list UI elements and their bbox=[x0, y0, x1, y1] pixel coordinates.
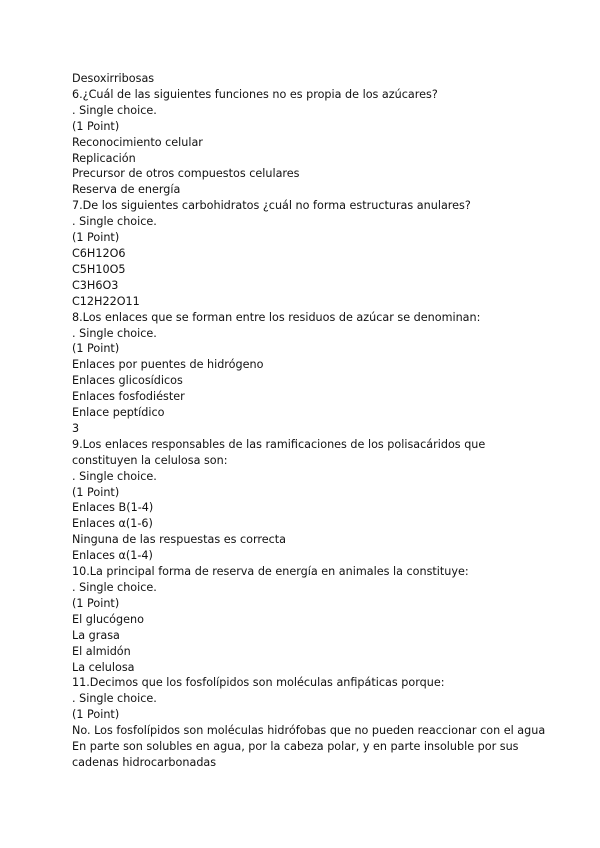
answer-option: Reserva de energía bbox=[72, 183, 181, 197]
question-points: (1 Point) bbox=[72, 485, 120, 499]
answer-option: Enlaces α(1-6) bbox=[72, 517, 153, 531]
answer-option: C5H10O5 bbox=[72, 262, 126, 276]
answer-option: Enlaces fosfodiéster bbox=[72, 390, 185, 404]
answer-option: Precursor de otros compuestos celulares bbox=[72, 167, 300, 181]
answer-option: C6H12O6 bbox=[72, 246, 126, 260]
text-line: 3 bbox=[72, 421, 80, 435]
text-line: Desoxirribosas bbox=[72, 72, 155, 85]
document-page bbox=[72, 71, 546, 771]
question-type: . Single choice. bbox=[72, 103, 157, 117]
question-points: (1 Point) bbox=[72, 342, 120, 356]
answer-option: El glucógeno bbox=[72, 612, 144, 626]
question-points: (1 Point) bbox=[72, 231, 120, 245]
answer-option: No. Los fosfolípidos son moléculas hidrófobas que no pueden reaccionar con el agua bbox=[72, 724, 546, 738]
question-6: 6.¿Cuál de las siguientes funciones no es propia de los azúcares? bbox=[72, 87, 438, 101]
answer-option: Enlaces B(1-4) bbox=[72, 501, 154, 515]
answer-option-continued: cadenas hidrocarbonadas bbox=[72, 755, 217, 769]
question-points: (1 Point) bbox=[72, 119, 120, 133]
question-8: 8.Los enlaces que se forman entre los residuos de azúcar se denominan: bbox=[72, 310, 481, 324]
question-type: . Single choice. bbox=[72, 215, 157, 229]
question-9-continued: constituyen la celulosa son: bbox=[72, 453, 228, 467]
answer-option: El almidón bbox=[72, 644, 131, 658]
answer-option: Reconocimiento celular bbox=[72, 135, 203, 149]
answer-option: Enlaces glicosídicos bbox=[72, 374, 183, 388]
question-points: (1 Point) bbox=[72, 596, 120, 610]
answer-option: C3H6O3 bbox=[72, 278, 119, 292]
answer-option: La grasa bbox=[72, 628, 120, 642]
answer-option: Enlaces α(1-4) bbox=[72, 549, 153, 563]
question-11: 11.Decimos que los fosfolípidos son moléculas anfipáticas porque: bbox=[72, 676, 445, 690]
answer-option: Ninguna de las respuestas es correcta bbox=[72, 533, 287, 547]
answer-option: La celulosa bbox=[72, 660, 135, 674]
question-type: . Single choice. bbox=[72, 469, 157, 483]
question-type: . Single choice. bbox=[72, 581, 157, 594]
question-points: (1 Point) bbox=[72, 708, 120, 722]
question-9: 9.Los enlaces responsables de las ramificaciones de los polisacáridos que bbox=[72, 437, 486, 451]
question-7: 7.De los siguientes carbohidratos ¿cuál no forma estructuras anulares? bbox=[72, 199, 471, 213]
answer-option: C12H22O11 bbox=[72, 294, 140, 308]
question-type: . Single choice. bbox=[72, 692, 157, 706]
question-10: 10.La principal forma de reserva de energía en animales la constituye: bbox=[72, 565, 469, 579]
question-type: . Single choice. bbox=[72, 326, 157, 340]
answer-option: Enlace peptídico bbox=[72, 406, 165, 420]
answer-option: En parte son solubles en agua, por la cabeza polar, y en parte insoluble por sus bbox=[72, 740, 519, 754]
answer-option: Replicación bbox=[72, 151, 136, 165]
answer-option: Enlaces por puentes de hidrógeno bbox=[72, 358, 264, 372]
